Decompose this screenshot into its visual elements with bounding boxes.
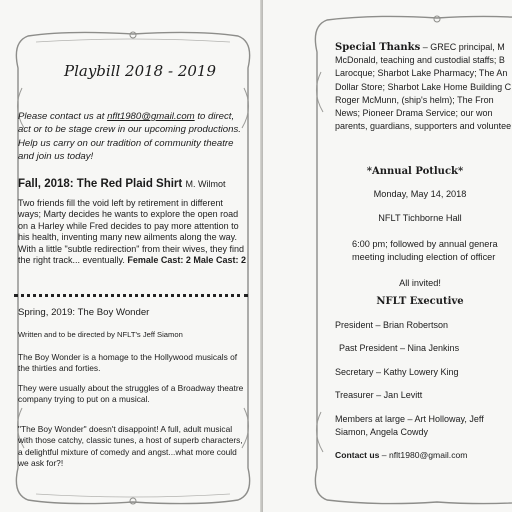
fall-cast-count: Female Cast: 2 Male Cast: 2	[127, 255, 246, 266]
potluck-date: Monday, May 14, 2018	[373, 189, 467, 199]
contact-line	[335, 450, 467, 460]
fall-show-description: Two friends fill the void left by retirement in different ways; Marty decides he wants to explore the open road on a Harley while Fred decides to pay more attention to his health, inventing many new ailments along the way. With a little "subtle redirection" from their wives, they find the right track... eventually. Female Cast: 2 Male Cast: 2	[18, 198, 246, 266]
executive-president: President – Brian Robertson	[335, 320, 449, 330]
potluck-invite: All invited!	[399, 278, 441, 288]
spring-paragraph-2: They were usually about the struggles of a Broadway theatre company trying to put on a musical.	[18, 383, 244, 405]
executive-secretary: Secretary – Kathy Lowery King	[335, 367, 459, 377]
intro-paragraph: Please contact us at nflt1980@gmail.com to direct, act or to be stage crew in our upcoming productions. Help us carry on our tradition of community theatre and join us today!	[18, 111, 241, 163]
executive-treasurer: Treasurer – Jan Levitt	[335, 390, 423, 400]
contact-email[interactable]: – nflt1980@gmail.com	[379, 450, 468, 460]
spring-show-heading: Spring, 2019: The Boy Wonder	[18, 307, 150, 318]
contact-email-link[interactable]: nflt1980@gmail.com	[107, 111, 195, 122]
playbill-title: Playbill 2018 - 2019	[63, 62, 217, 80]
fall-show-author: M. Wilmot	[185, 179, 226, 189]
spring-paragraph-3: "The Boy Wonder" doesn't disappoint! A full, adult musical with those catchy, classic tunes, a host of superb characters, a delightful mixture of comedy and angst...what more could we ask for?!	[18, 424, 243, 469]
fall-show-heading: Fall, 2018: The Red Plaid Shirt M. Wilmot	[18, 178, 226, 190]
contact-label: Contact us	[335, 450, 380, 460]
potluck-venue: NFLT Tichborne Hall	[378, 213, 462, 223]
executive-past-president: Past President – Nina Jenkins	[339, 343, 460, 353]
executive-members: Members at large – Art Holloway, Jeff Siamon, Angela Cowdy	[335, 414, 484, 437]
section-divider	[14, 294, 248, 297]
executive-title: NFLT Executive	[376, 296, 464, 307]
special-thanks: Special Thanks – GREC principal, M McDonald, teaching and custodial staffs; B Larocque; Sharbot Lake Pharmacy; The An Dollar Store; Sharbot Lake Home Building C Roger McMunn, (ship's helm); The Fron News; Pioneer Drama Service; our won parents, guardians, supporters and voluntee	[335, 42, 512, 132]
spring-paragraph-1: The Boy Wonder is a homage to the Hollywood musicals of the thirties and forties.	[18, 352, 238, 374]
spring-show-byline: Written and to be directed by NFLT's Jeff Siamon	[18, 330, 183, 339]
special-thanks-heading: Special Thanks	[335, 42, 421, 53]
potluck-time: 6:00 pm; followed by annual genera meeting including election of officer	[352, 239, 498, 262]
potluck-title: *Annual Potluck*	[366, 166, 464, 177]
